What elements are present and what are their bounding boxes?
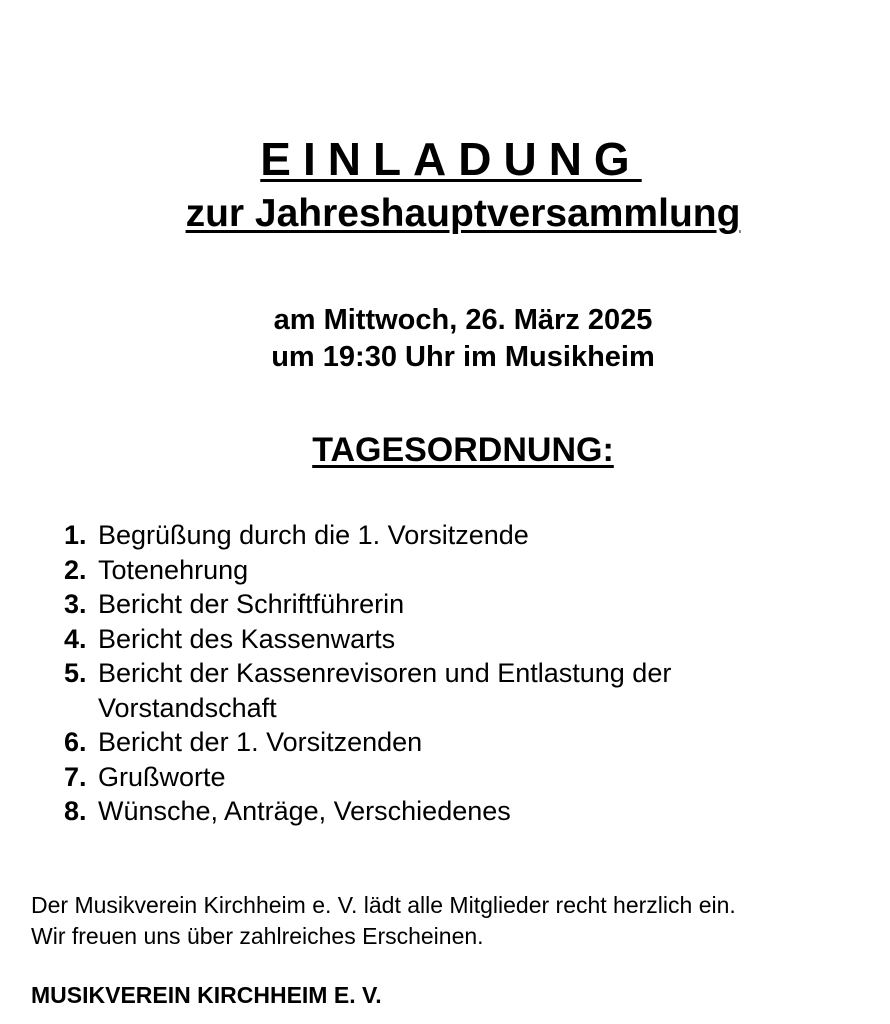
agenda-item — [64, 553, 824, 588]
agenda-item-text: Bericht der Kassenrevisoren und Entlastung der Vorstandschaft — [98, 658, 672, 723]
agenda-item-number: 3. — [64, 589, 87, 619]
agenda-item-number: 7. — [64, 761, 87, 792]
signature: MUSIKVEREIN KIRCHHEIM E. V. — [31, 982, 382, 1008]
agenda-item-number: 8. — [64, 796, 87, 826]
meeting-date: am Mittwoch, 26. März 2025 — [273, 304, 653, 336]
closing-line-invitation: Der Musikverein Kirchheim e. V. lädt alle Mitglieder recht herzlich ein. — [31, 892, 736, 918]
agenda-item-number: 5. — [64, 658, 87, 688]
agenda-item — [64, 587, 824, 622]
closing-line-thanks: Wir freuen uns über zahlreiches Erscheinen. — [31, 923, 484, 949]
agenda-item-text: Bericht der Schriftführerin — [98, 589, 405, 619]
agenda-item — [64, 622, 824, 657]
agenda-item — [64, 725, 824, 760]
meeting-time-location: um 19:30 Uhr im Musikheim — [271, 341, 655, 373]
closing-text — [31, 890, 871, 952]
agenda-item — [64, 794, 824, 829]
agenda-list — [64, 518, 824, 829]
agenda-item-text: Bericht der 1. Vorsitzenden — [98, 727, 423, 757]
agenda-item-text: Totenehrung — [98, 554, 249, 585]
meeting-subtitle: zur Jahreshauptversammlung — [185, 192, 741, 235]
agenda-item-text: Begrüßung durch die 1. Vorsitzende — [98, 520, 529, 550]
agenda-item-number: 2. — [64, 554, 87, 585]
agenda-item-text: Grußworte — [98, 761, 226, 792]
agenda-heading: TAGESORDNUNG: — [312, 431, 614, 469]
date-time-block — [0, 302, 890, 376]
agenda-item-number: 6. — [64, 727, 87, 757]
agenda-item-text: Wünsche, Anträge, Verschiedenes — [98, 796, 511, 826]
agenda-item-text: Bericht des Kassenwarts — [98, 623, 396, 654]
agenda-item — [64, 760, 824, 795]
agenda-item-number: 4. — [64, 623, 87, 654]
invitation-title: EINLADUNG — [260, 133, 642, 185]
agenda-item — [64, 656, 824, 725]
agenda-item — [64, 518, 824, 553]
agenda-item-number: 1. — [64, 520, 87, 550]
